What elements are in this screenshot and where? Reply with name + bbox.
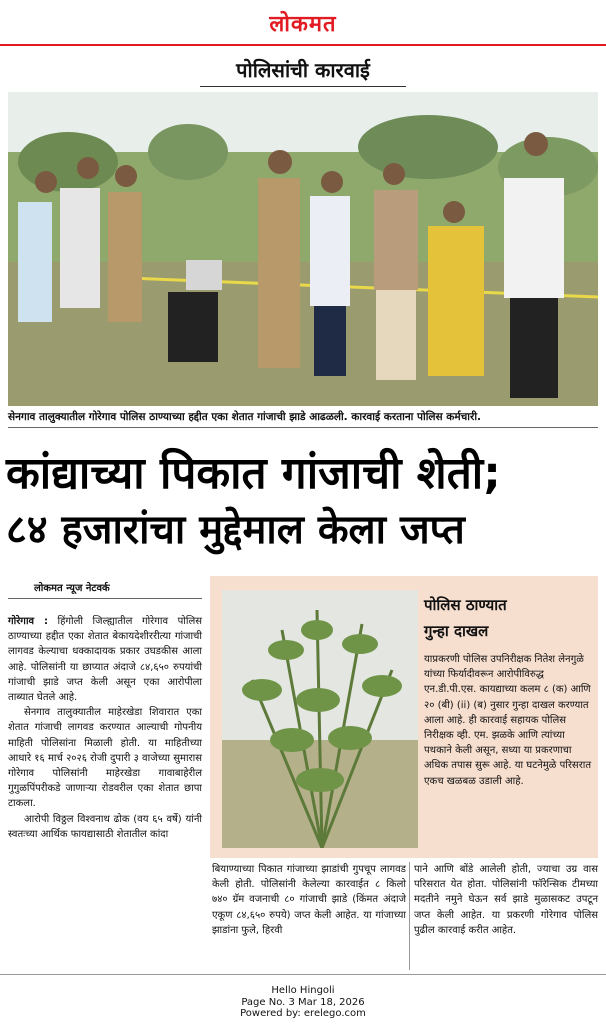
headline-line-2: ८४ हजारांचा मुद्देमाल केला जप्त — [6, 507, 465, 553]
article-column-3: पाने आणि बोंडे आलेली होती, ज्याचा उग्र वास परिसरात येत होता. पोलिसांनी फॉरेन्सिक टीमच्या मदतीने नमुने घेऊन सर्व झाडे मुळासकट उपटून जप्त केली आहेत. या प्रकरणी गोरेगाव पोलिस पुढील कारवाई करीत आहेत. — [414, 864, 598, 936]
footer-page-info: Page No. 3 Mar 18, 2026 — [241, 996, 365, 1008]
section-rule — [200, 86, 406, 87]
article-paragraph — [8, 614, 202, 705]
newspaper-logo: लोकमत — [269, 11, 337, 37]
byline: लोकमत न्यूज नेटवर्क — [34, 583, 110, 594]
masthead — [0, 0, 606, 46]
headline — [6, 446, 602, 558]
footer-powered-by: Powered by: erelego.com — [240, 1008, 366, 1019]
page-footer — [0, 974, 606, 1020]
headline-line-1: कांद्याच्या पिकात गांजाची शेती; — [6, 448, 501, 499]
footer-title: Hello Hingoli — [271, 985, 335, 996]
paragraph-text: हिंगोली जिल्ह्यातील गोरेगाव पोलिस ठाण्याच्या हद्दीत एका शेतात बेकायदेशीररीत्या गांजाची लागवड केल्याचा धक्कादायक प्रकार उघडकीस आला आहे. पोलिसांनी या छाप्यात अंदाजे ८४,६५० रुपयांची गांजाची झाडे जप्त केली असून एका आरोपीला ताब्यात घेतले आहे. — [8, 616, 202, 704]
sidebar-heading-line-2: गुन्हा दाखल — [424, 622, 489, 640]
sidebar-text: याप्रकरणी पोलिस उपनिरीक्षक नितेश लेनगुळे यांच्या फिर्यादीवरून आरोपीविरुद्ध एन.डी.पी.एस. कायद्याच्या कलम ८ (क) आणि २० (बी) (ii) (ब) नुसार गुन्हा दाखल करण्यात आला आहे. ही कारवाई सहायक पोलिस निरीक्षक व्ही. एम. झळके आणि त्यांच्या पथकाने केली असून, सध्या या प्रकरणाचा अधिक तपास सुरू आहे. या घटनेमुळे परिसरात एकच खळबळ उडाली आहे. — [424, 654, 592, 787]
article-paragraph: सेनगाव तालुक्यातील माहेरखेडा शिवारात एका शेतात गांजाची लागवड करण्यात आल्याची गोपनीय माहिती पोलिसांना मिळाली होती. या माहितीच्या आधारे १६ मार्च २०२६ रोजी दुपारी ३ वाजेच्या सुमारास गोरेगाव पोलिसांनी माहेरखेडा गावाबाहेरील गुगुळपिंपरीकडे जाणाऱ्या रोडवरील एका शेतात छापा टाकला. — [8, 707, 202, 810]
sidebar-heading — [424, 592, 592, 644]
plant-photo — [222, 590, 418, 848]
column-divider — [409, 862, 410, 970]
sidebar-heading-line-1: पोलिस ठाण्यात — [424, 596, 507, 614]
photo-caption: सेनगाव तालुक्यातील गोरेगाव पोलिस ठाण्याच्या हद्दीत एका शेतात गांजाची झाडे आढळली. कारवाई करताना पोलिस कर्मचारी. — [8, 410, 598, 428]
plant-illustration — [222, 590, 418, 848]
article-column-1 — [8, 614, 202, 842]
section-heading: पोलिसांची कारवाई — [236, 58, 370, 82]
article-column-2: बियाण्याच्या पिकात गांजाच्या झाडांची गुपचूप लागवड केली होती. पोलिसांनी केलेल्या कारवाईत ८ किलो ७४० ग्रॅम वजनाची ८० गांजाची झाडे (किंमत अंदाजे एकूण ८४,६५० रुपये) जप्त केली आहेत. या गांजाच्या झाडांना फुले, हिरवी — [212, 864, 406, 936]
sidebar-box — [210, 576, 598, 858]
field-photo-illustration — [8, 92, 598, 406]
news-photo — [8, 92, 598, 406]
byline-rule — [8, 598, 202, 599]
article-paragraph: आरोपी विठ्ठल विश्वनाथ ढोक (वय ६५ वर्षे) यांनी स्वतःच्या आर्थिक फायद्यासाठी शेतातील कांदा — [8, 813, 202, 840]
masthead-rule — [0, 44, 606, 46]
dateline: गोरेगाव : — [8, 616, 48, 627]
